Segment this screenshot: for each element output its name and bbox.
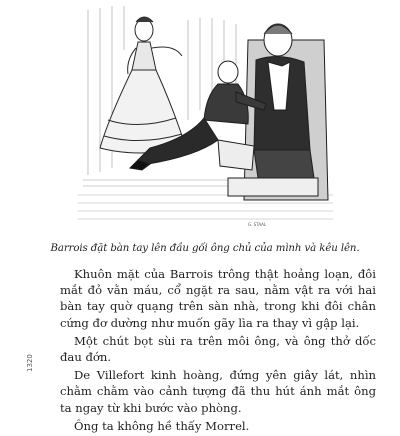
paragraph: Một chút bọt sùi ra trên môi ông, và ông thở dốc đau đớn. xyxy=(60,333,376,365)
illustration-caption: Barrois đặt bàn tay lên đầu gối ông chủ của mình và kêu lên. xyxy=(50,243,360,254)
paragraph: Ông ta không hề thấy Morrel. xyxy=(74,418,250,433)
engraving-illustration xyxy=(78,0,334,232)
illustration-signature: G. STAAL xyxy=(248,222,267,227)
body-text xyxy=(60,266,376,436)
page-number: 1320 xyxy=(26,354,34,372)
paragraph: De Villefort kinh hoàng, đứng yên giây lát, nhìn chằm chằm vào cảnh tượng đã thu hút ánh mắt ông ta ngay từ khi bước vào phòng. xyxy=(60,368,376,415)
paragraph: Khuôn mặt của Barrois trông thật hoảng loạn, đôi mắt đỏ vằn máu, cổ ngặt ra sau, nằm vật ra với hai bàn tay quờ quạng trên sàn nhà, trong khi đôi chân cứng đơ dường như muốn gãy lìa ra thay vì gập lại. xyxy=(60,267,376,330)
